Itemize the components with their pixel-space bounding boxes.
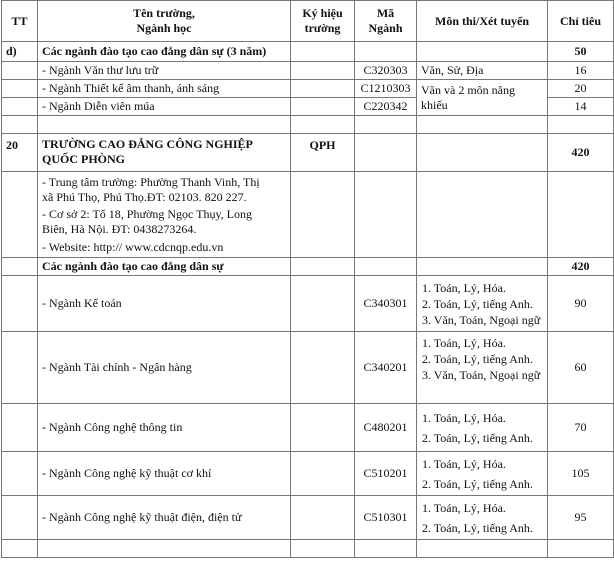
school-quota: 420 [548, 134, 614, 172]
admissions-table [1, 0, 614, 558]
empty-cell [417, 258, 548, 276]
major-options [417, 496, 548, 540]
empty-cell [355, 42, 417, 62]
empty-cell [2, 62, 38, 80]
spacer-row [2, 116, 614, 134]
major-quota: 16 [548, 62, 614, 80]
empty-cell [291, 332, 355, 404]
school-tt: 20 [2, 134, 38, 172]
option-2: 2. Toán, Lý, tiếng Anh. [422, 296, 533, 311]
civil-quota: 420 [548, 258, 614, 276]
school-symbol: QPH [291, 134, 355, 172]
header-tt: TT [2, 1, 38, 42]
major-code: C320303 [355, 62, 417, 80]
empty-cell [291, 98, 355, 116]
empty-cell [355, 172, 417, 258]
address-campus2-line2: Biên, Hà Nội. ĐT: 0438273264. [42, 222, 197, 236]
school-info [38, 172, 291, 258]
major-quota: 95 [548, 496, 614, 540]
table-row [2, 62, 614, 80]
header-quota: Chỉ tiêu [548, 1, 614, 42]
major-quota: 14 [548, 98, 614, 116]
major-subjects: Văn, Sử, Địa [417, 62, 548, 80]
table-row [2, 452, 614, 496]
empty-cell [355, 258, 417, 276]
option-1: 1. Toán, Lý, Hóa. [422, 456, 506, 471]
major-code: C480201 [355, 404, 417, 452]
major-code: C510301 [355, 496, 417, 540]
major-code: C220342 [355, 98, 417, 116]
major-code: C340301 [355, 276, 417, 332]
empty-cell [291, 42, 355, 62]
header-row [2, 1, 614, 42]
major-name: - Ngành Thiết kế âm thanh, ánh sáng [38, 80, 291, 98]
option-1: 1. Toán, Lý, Hóa. [422, 500, 506, 515]
option-3: 3. Văn, Toán, Ngoại ngữ [422, 368, 541, 382]
empty-cell [291, 62, 355, 80]
major-quota: 90 [548, 276, 614, 332]
major-subjects-shared: Văn và 2 môn năng khiếu [417, 80, 548, 116]
school-name [38, 134, 291, 172]
school-name-line2: QUỐC PHÒNG [42, 152, 125, 166]
option-2: 2. Toán, Lý, tiếng Anh. [422, 352, 533, 366]
address-main-line2: xã Phú Thọ, Phú Thọ.ĐT: 02103. 820 227. [42, 190, 247, 204]
major-options [417, 276, 548, 332]
empty-cell [2, 98, 38, 116]
major-name: - Ngành Văn thư lưu trữ [38, 62, 291, 80]
school-name-line1: TRƯỜNG CAO ĐẲNG CÔNG NGHIỆP [42, 137, 253, 151]
school-row [2, 134, 614, 172]
address-main-line1: - Trung tâm trường: Phường Thanh Vinh, Thị [42, 175, 260, 189]
empty-cell [291, 496, 355, 540]
major-name: - Ngành Công nghệ thông tin [38, 404, 291, 452]
empty-cell [291, 276, 355, 332]
header-subjects: Môn thi/Xét tuyển [417, 1, 548, 42]
section-d-row [2, 42, 614, 62]
major-options [417, 404, 548, 452]
major-name: - Ngành Kế toán [38, 276, 291, 332]
empty-cell [291, 172, 355, 258]
empty-cell [2, 172, 38, 258]
civil-title: Các ngành đào tạo cao đẳng dân sự [38, 258, 291, 276]
table-row [2, 80, 614, 98]
section-d-quota: 50 [548, 42, 614, 62]
empty-cell [2, 404, 38, 452]
table-row [2, 276, 614, 332]
empty-cell [2, 332, 38, 404]
major-options [417, 332, 548, 404]
section-d-title: Các ngành đào tạo cao đẳng dân sự (3 năm) [38, 42, 291, 62]
empty-cell [291, 80, 355, 98]
major-quota: 60 [548, 332, 614, 404]
major-quota: 105 [548, 452, 614, 496]
major-name: - Ngành Công nghệ kỹ thuật điện, điện tử [38, 496, 291, 540]
major-code: C340201 [355, 332, 417, 404]
major-name: - Ngành Tài chính - Ngân hàng [38, 332, 291, 404]
major-quota: 70 [548, 404, 614, 452]
section-d-tt: d) [2, 42, 38, 62]
empty-cell [291, 404, 355, 452]
header-symbol-line1: Ký hiệu [302, 6, 343, 20]
option-2: 2. Toán, Lý, tiếng Anh. [422, 520, 533, 535]
empty-cell [2, 452, 38, 496]
major-name: - Ngành Diễn viên múa [38, 98, 291, 116]
major-quota: 20 [548, 80, 614, 98]
empty-cell [291, 258, 355, 276]
address-campus2-line1: - Cơ sở 2: Tổ 18, Phường Ngọc Thụy, Long [42, 207, 252, 221]
empty-cell [291, 452, 355, 496]
empty-cell [2, 80, 38, 98]
school-website: - Website: http:// www.cdcnqp.edu.vn [42, 240, 224, 254]
option-1: 1. Toán, Lý, Hóa. [422, 336, 506, 350]
spacer-row [2, 540, 614, 558]
header-symbol-line2: trường [304, 21, 341, 35]
empty-cell [548, 172, 614, 258]
option-3: 3. Văn, Toán, Ngoại ngữ [422, 312, 541, 327]
table-row [2, 404, 614, 452]
header-symbol [291, 1, 355, 42]
table-row [2, 332, 614, 404]
header-school-line1: Tên trường, [133, 6, 195, 20]
major-options [417, 452, 548, 496]
empty-cell [417, 172, 548, 258]
option-2: 2. Toán, Lý, tiếng Anh. [422, 476, 533, 491]
empty-cell [2, 258, 38, 276]
option-1: 1. Toán, Lý, Hóa. [422, 280, 506, 295]
table-row [2, 496, 614, 540]
school-info-row [2, 172, 614, 258]
header-code-line2: Ngành [368, 21, 403, 35]
header-school [38, 1, 291, 42]
major-code: C1210303 [355, 80, 417, 98]
header-code [355, 1, 417, 42]
empty-cell [2, 276, 38, 332]
major-name: - Ngành Công nghệ kỹ thuật cơ khí [38, 452, 291, 496]
civil-title-row [2, 258, 614, 276]
empty-cell [417, 134, 548, 172]
empty-cell [2, 496, 38, 540]
major-code: C510201 [355, 452, 417, 496]
option-1: 1. Toán, Lý, Hóa. [422, 410, 506, 425]
empty-cell [355, 134, 417, 172]
empty-cell [417, 42, 548, 62]
option-2: 2. Toán, Lý, tiếng Anh. [422, 430, 533, 445]
header-school-line2: Ngành học [136, 21, 192, 35]
header-code-line1: Mã [376, 6, 395, 20]
